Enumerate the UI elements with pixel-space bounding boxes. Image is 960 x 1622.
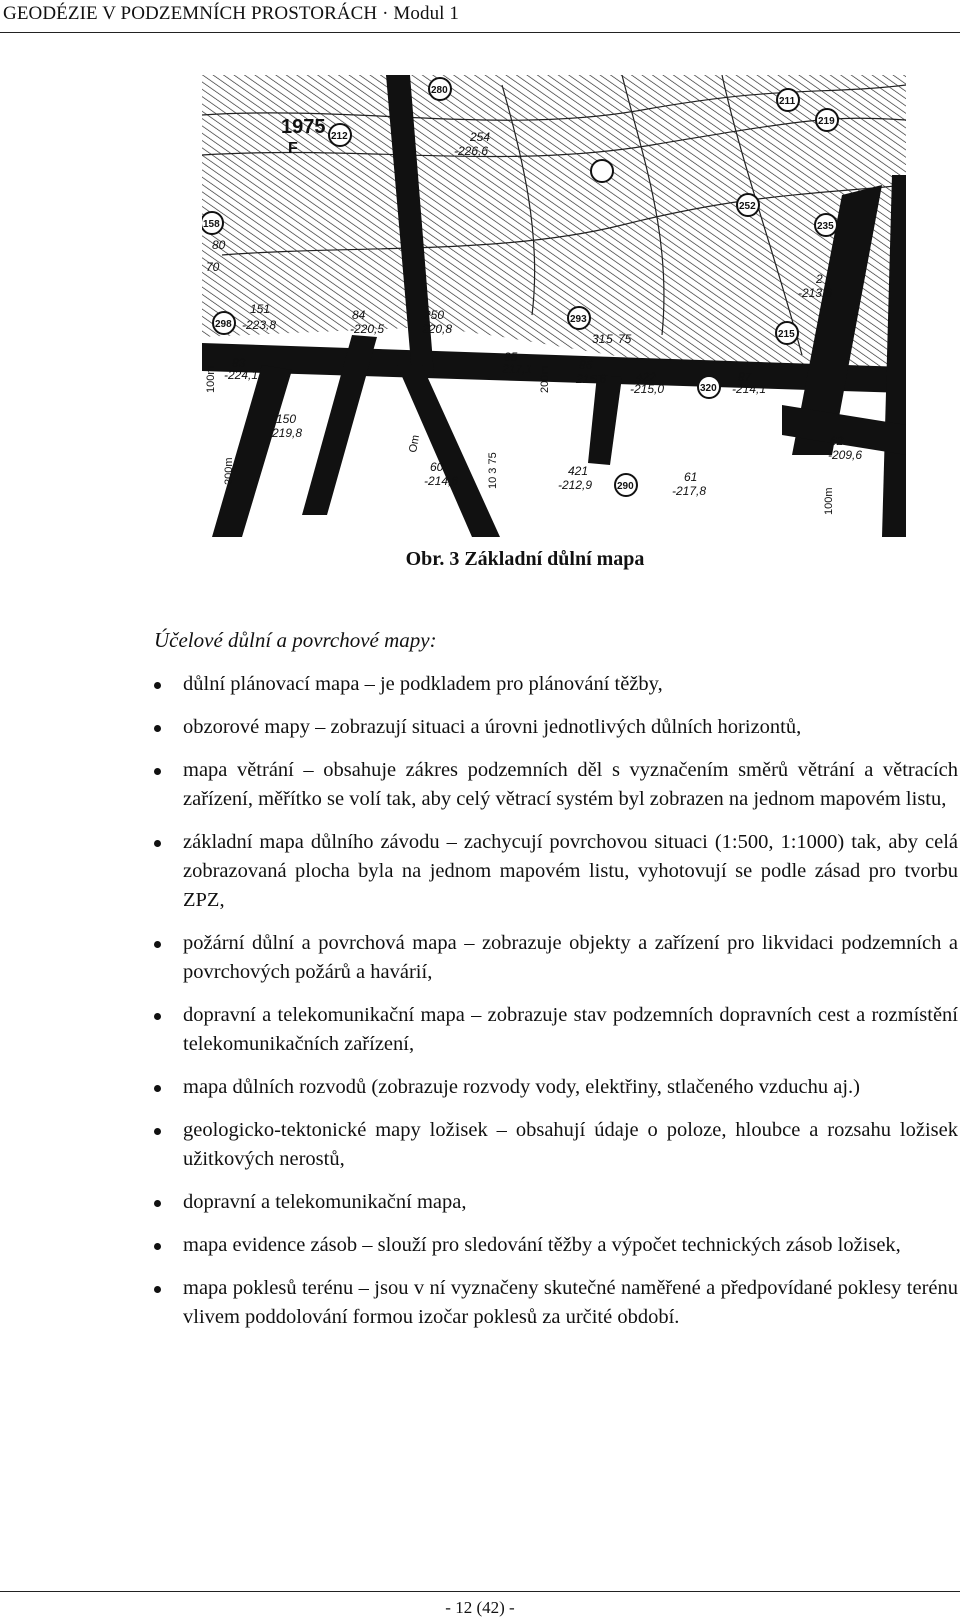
svg-text:-219,8: -219,8 bbox=[268, 426, 303, 440]
svg-text:-213,6: -213,6 bbox=[798, 286, 833, 300]
svg-text:293: 293 bbox=[570, 314, 587, 325]
svg-text:158: 158 bbox=[203, 219, 220, 230]
section-intro: Účelové důlní a povrchové mapy: bbox=[154, 628, 437, 652]
svg-text:60: 60 bbox=[430, 460, 444, 474]
svg-text:80: 80 bbox=[212, 238, 226, 252]
bullet-icon bbox=[154, 1200, 161, 1207]
svg-text:421: 421 bbox=[568, 464, 589, 478]
bullet-icon bbox=[154, 1128, 161, 1135]
svg-text:-214,1: -214,1 bbox=[732, 382, 767, 396]
svg-text:200m: 200m bbox=[539, 365, 551, 393]
svg-text:87: 87 bbox=[738, 370, 752, 384]
bullet-icon bbox=[154, 1286, 161, 1293]
mine-map-figure bbox=[202, 75, 906, 537]
page-number: - 12 (42) - bbox=[445, 1598, 515, 1617]
page-header bbox=[0, 0, 960, 34]
svg-text:31: 31 bbox=[592, 332, 606, 346]
svg-text:215: 215 bbox=[778, 329, 795, 340]
svg-text:211: 211 bbox=[779, 96, 796, 107]
svg-text:-215,6: -215,6 bbox=[572, 372, 607, 386]
svg-text:219: 219 bbox=[818, 116, 835, 127]
svg-text:-217,8: -217,8 bbox=[672, 484, 707, 498]
svg-text:100m: 100m bbox=[823, 487, 835, 515]
svg-text:-209,6: -209,6 bbox=[828, 448, 863, 462]
svg-text:-212,9: -212,9 bbox=[558, 478, 593, 492]
svg-text:5: 5 bbox=[606, 332, 613, 346]
svg-text:85: 85 bbox=[504, 350, 518, 364]
map-types-list bbox=[154, 670, 958, 1346]
bullet-icon bbox=[154, 768, 161, 775]
list-item: geologicko-tektonické mapy ložisek – obsahují údaje o poloze, hloubce a rozsahu ložisek užitkových nerostů, bbox=[154, 1116, 958, 1174]
svg-text:-217,1: -217,1 bbox=[498, 362, 533, 376]
bullet-icon bbox=[154, 1013, 161, 1020]
svg-text:320: 320 bbox=[700, 383, 717, 394]
svg-text:212: 212 bbox=[331, 131, 348, 142]
svg-text:-226,6: -226,6 bbox=[454, 144, 489, 158]
svg-text:F: F bbox=[288, 140, 298, 157]
svg-text:235: 235 bbox=[817, 221, 834, 232]
list-item: požární důlní a povrchová mapa – zobrazuje objekty a zařízení pro likvidaci podzemních a povrchových požárů a havárií, bbox=[154, 929, 958, 987]
svg-text:-223,8: -223,8 bbox=[242, 318, 277, 332]
bullet-icon bbox=[154, 941, 161, 948]
svg-text:61: 61 bbox=[684, 470, 698, 484]
svg-text:252: 252 bbox=[739, 201, 756, 212]
list-item: mapa poklesů terénu – jsou v ní vyznačeny skutečné naměřené a předpovídané poklesy terénu vlivem poddolování formou izočar poklesů za určité období. bbox=[154, 1274, 958, 1332]
svg-text:86: 86 bbox=[579, 358, 593, 372]
list-item: důlní plánovací mapa – je podkladem pro plánování těžby, bbox=[154, 670, 958, 699]
svg-text:-214,6: -214,6 bbox=[424, 474, 459, 488]
svg-text:422: 422 bbox=[636, 370, 657, 384]
svg-text:280: 280 bbox=[431, 85, 448, 96]
svg-text:2: 2 bbox=[816, 272, 823, 286]
figure-caption: Obr. 3 Základní důlní mapa bbox=[405, 548, 645, 570]
footer-rule bbox=[0, 1591, 960, 1592]
list-item: dopravní a telekomunikační mapa – zobrazuje stav podzemních dopravních cest a rozmístění telekomunikačních zařízení, bbox=[154, 1001, 958, 1059]
svg-text:-215,0: -215,0 bbox=[630, 382, 665, 396]
mine-map-drawing bbox=[202, 75, 906, 537]
svg-text:62: 62 bbox=[830, 434, 844, 448]
bullet-icon bbox=[154, 1243, 161, 1250]
bullet-icon bbox=[154, 1085, 161, 1092]
svg-text:100m: 100m bbox=[205, 365, 217, 393]
svg-text:83: 83 bbox=[232, 356, 246, 370]
bullet-icon bbox=[154, 682, 161, 689]
list-item: dopravní a telekomunikační mapa, bbox=[154, 1188, 958, 1217]
list-item: základní mapa důlního závodu – zachycují povrchovou situaci (1:500, 1:1000) tak, aby celá zobrazovaná plocha byla na jednom mapovém listu, vyhotovují se podle zásad pro tvorbu ZPZ, bbox=[154, 828, 958, 915]
svg-text:290: 290 bbox=[617, 481, 634, 492]
svg-text:150: 150 bbox=[276, 412, 297, 426]
header-title: GEODÉZIE V PODZEMNÍCH PROSTORÁCH · Modul 1 bbox=[3, 3, 460, 24]
svg-text:-224,1: -224,1 bbox=[224, 368, 259, 382]
list-item: obzorové mapy – zobrazují situaci a úrovni jednotlivých důlních horizontů, bbox=[154, 713, 958, 742]
bullet-icon bbox=[154, 840, 161, 847]
svg-text:250: 250 bbox=[424, 308, 445, 322]
svg-text:200m: 200m bbox=[223, 457, 235, 485]
svg-text:254: 254 bbox=[470, 130, 491, 144]
svg-text:298: 298 bbox=[215, 319, 232, 330]
svg-text:10 3 75: 10 3 75 bbox=[487, 452, 499, 489]
list-item: mapa evidence zásob – slouží pro sledování těžby a výpočet technických zásob ložisek, bbox=[154, 1231, 958, 1260]
map-year-label: 1975 bbox=[281, 116, 326, 138]
header-rule bbox=[0, 32, 960, 33]
svg-text:75: 75 bbox=[618, 332, 632, 346]
svg-text:70: 70 bbox=[206, 260, 220, 274]
svg-text:151: 151 bbox=[250, 302, 271, 316]
svg-text:84: 84 bbox=[352, 308, 366, 322]
svg-text:Om: Om bbox=[407, 433, 423, 454]
bullet-icon bbox=[154, 725, 161, 732]
list-item: mapa větrání – obsahuje zákres podzemních děl s vyznačením směrů větrání a větracích zařízení, měřítko se volí tak, aby celý větrací systém byl zobrazen na jednom mapovém listu, bbox=[154, 756, 958, 814]
svg-text:-220,5: -220,5 bbox=[350, 322, 385, 336]
svg-text:-220,8: -220,8 bbox=[418, 322, 453, 336]
list-item: mapa důlních rozvodů (zobrazuje rozvody vody, elektřiny, stlačeného vzduchu aj.) bbox=[154, 1073, 958, 1102]
